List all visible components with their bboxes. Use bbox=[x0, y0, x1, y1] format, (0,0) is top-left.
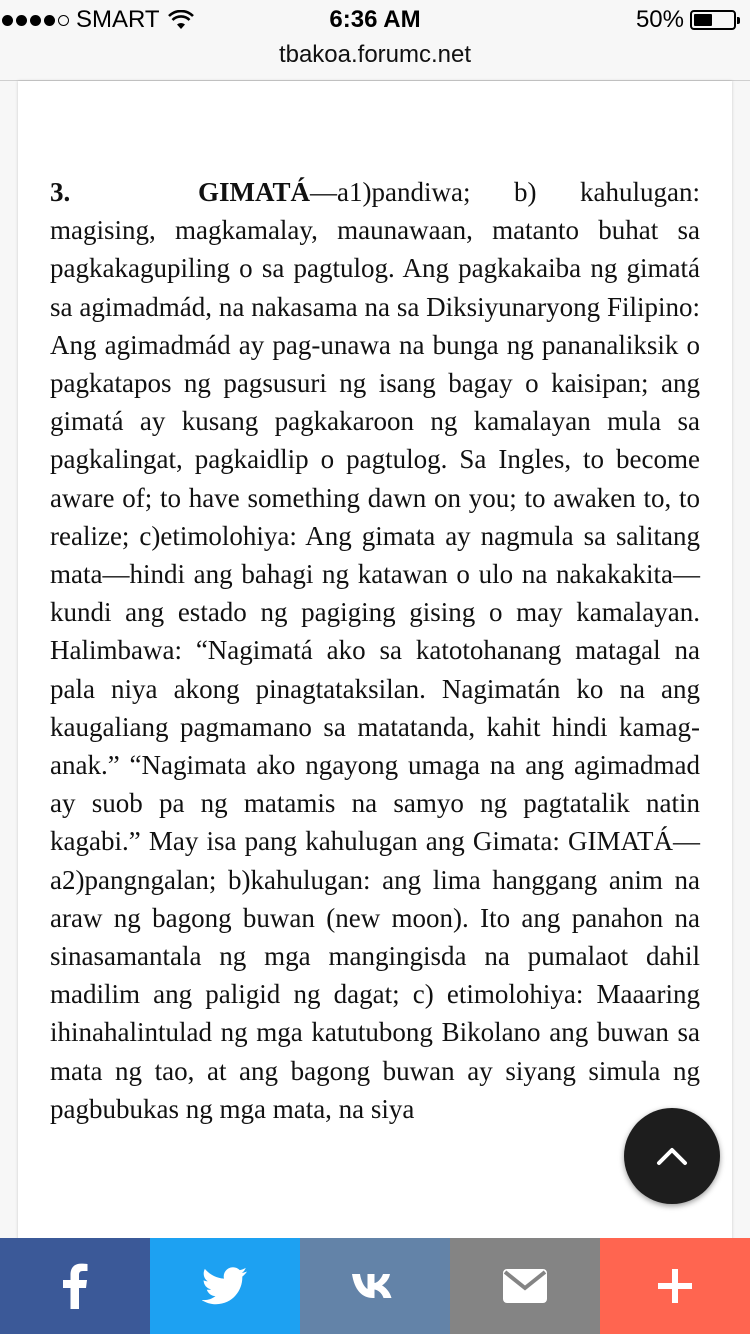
scroll-to-top-button[interactable] bbox=[624, 1108, 720, 1204]
status-bar bbox=[0, 0, 750, 40]
clock: 6:36 AM bbox=[329, 6, 421, 33]
email-icon bbox=[503, 1269, 547, 1303]
url-bar[interactable] bbox=[0, 40, 750, 81]
article-body: —a1)pandiwa; b) kahulugan: magising, magkamalay, maunawaan, matanto buhat sa pagkakagupiling o sa pagtulog. Ang pagkakaiba ng gimatá sa agimadmád, na nakasama na sa Diksiyunaryong Filipino: Ang agimadmád ay pag-unawa na bunga ng pananaliksik o pagkatapos ng pagsusuri ng isang bagay o kaisipan; ang gimatá ay kusang pagkakaroon ng kamalayan mula sa pagkalingat, pagkaidlip o pagtulog. Sa Ingles, to become aware of; to have something dawn on you; to awaken to, to realize; c)etimolohiya: Ang gimata ay nagmula sa salitang mata—hindi ang bahagi ng katawan o ulo na nakakakita—kundi ang estado ng pagiging gising o may kamalayan. Halimbawa: “Nagimatá ako sa katotohanang matagal na pala niya akong pinagtataksilan. Nagimatán ko na ang kaugaliang pagmamano sa matatanda, kahit hindi kamag-anak.” “Nagimata ako ngayong umaga na ang agimadmad ay suob pa ng matamis na samyo ng pagtatalik natin kagabi.” May isa pang kahulugan ang Gimata: GIMATÁ—a2)pangngalan; b)kahulugan: ang lima hanggang anim na araw ng bagong buwan (new moon). Ito ang panahon na sinasamantala ng mga mangingisda na pumalaot dahil madilim ang paligid ng dagat; c) etimolohiya: Maaaring ihinahalintulad ng mga katutubong Bikolano ang buwan sa mata ng tao, at ang bagong buwan ay siyang simula ng pagbubukas ng mga mata, na siya bbox=[50, 177, 700, 1124]
vk-icon bbox=[351, 1272, 399, 1300]
vk-share-button[interactable] bbox=[300, 1238, 450, 1334]
twitter-icon bbox=[202, 1267, 248, 1305]
facebook-share-button[interactable] bbox=[0, 1238, 150, 1334]
content-page bbox=[18, 81, 732, 1241]
battery-percent: 50% bbox=[635, 6, 684, 33]
article-paragraph bbox=[50, 173, 700, 1128]
email-share-button[interactable] bbox=[450, 1238, 600, 1334]
share-bar bbox=[0, 1238, 750, 1334]
cut-off-text-fragment bbox=[338, 81, 458, 87]
more-share-button[interactable] bbox=[600, 1238, 750, 1334]
item-number: 3. bbox=[50, 177, 71, 207]
battery-status bbox=[636, 6, 736, 34]
carrier-name: SMART bbox=[76, 6, 160, 33]
chevron-up-icon bbox=[655, 1145, 689, 1167]
facebook-icon bbox=[60, 1263, 90, 1309]
battery-icon bbox=[690, 10, 736, 30]
url-text: tbakoa.forumc.net bbox=[278, 41, 472, 68]
headword: GIMATÁ bbox=[198, 177, 310, 207]
plus-icon bbox=[658, 1269, 692, 1303]
twitter-share-button[interactable] bbox=[150, 1238, 300, 1334]
